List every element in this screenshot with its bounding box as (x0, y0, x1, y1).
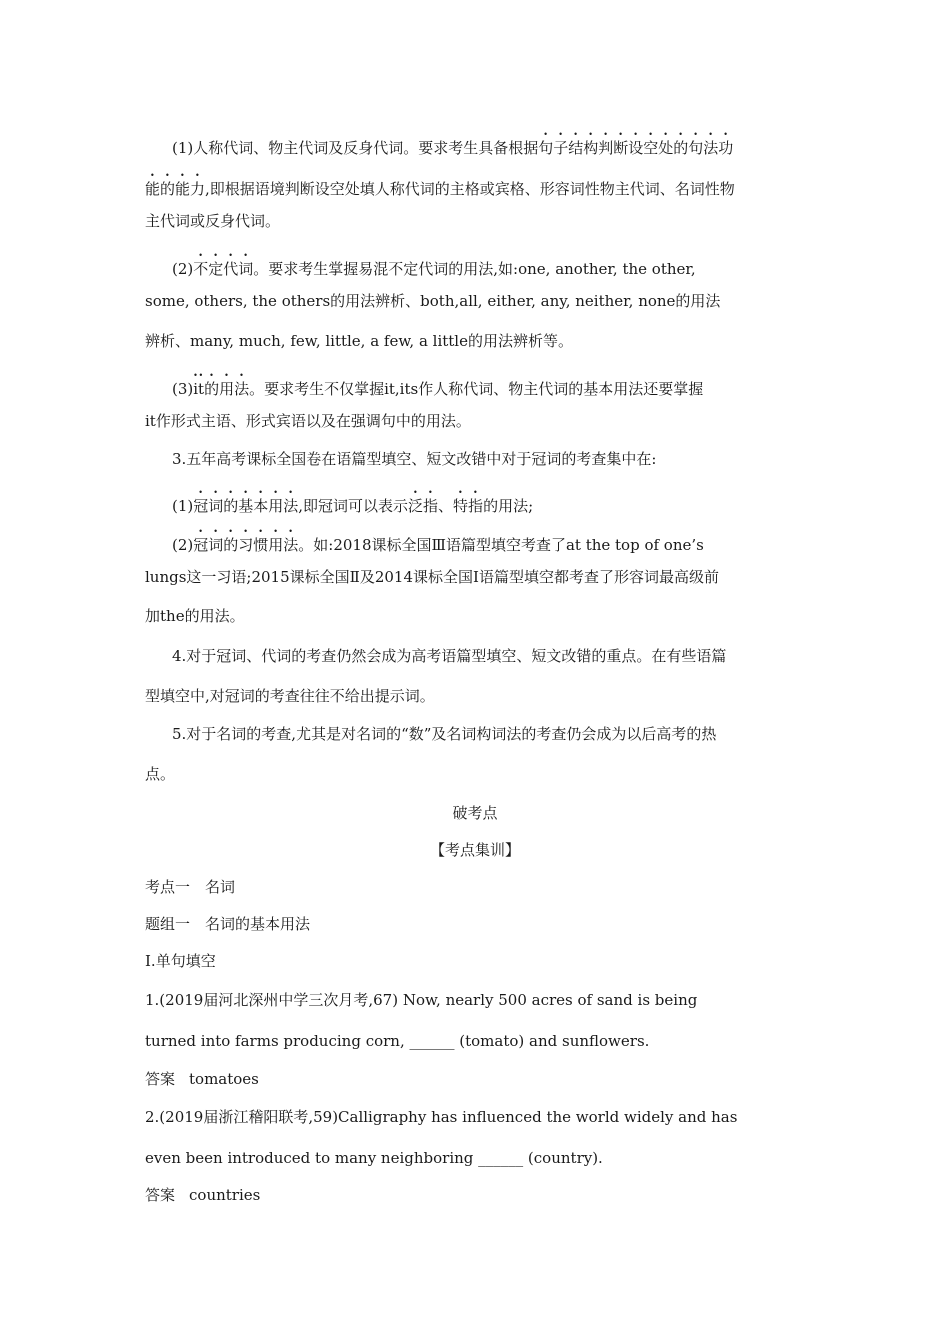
answer-text: tomatoes (189, 1070, 259, 1088)
point-heading: 考点一 名词 (145, 878, 236, 896)
paragraph-article-focus: 3.五年高考课标全国卷在语篇型填空、短文改错中对于冠词的考查集中在: (172, 450, 657, 468)
paragraph-indefinite-pronouns-line2: some, others, the others的用法辨析、both,all, either, any, neither, none的用法 (145, 292, 721, 310)
text: (1) (172, 497, 194, 515)
text: (3) (172, 380, 194, 398)
text: 。如:2018课标全国Ⅲ语篇型填空考查了at the top of one’s (298, 536, 704, 554)
emphasis-text: 冠词的基本用法 (193, 497, 299, 515)
paragraph-it-usage-line1 (172, 371, 810, 399)
paragraph-exam-focus-line2: 型填空中,对冠词的考查往往不给出提示词。 (145, 687, 435, 705)
part-heading: Ⅰ.单句填空 (145, 952, 216, 970)
text: (2) (172, 536, 194, 554)
paragraph-personal-pronouns-line3: 主代词或反身代词。 (145, 212, 281, 230)
text: (1)人称代词、物主代词及反身代词。要求考生具备根据 (172, 139, 539, 157)
text: 的用法; (483, 497, 534, 515)
emphasis-text: 冠词的习惯用法 (193, 536, 299, 554)
paragraph-indefinite-pronouns-line3: 辨析、many, much, few, little, a few, a little的用法辨析等。 (145, 332, 573, 350)
emphasis-text: it的用法 (193, 380, 250, 398)
emphasis-text: 句子结构判断设空处的句法功 (538, 139, 734, 157)
question-2-answer (145, 1185, 810, 1205)
paragraph-personal-pronouns-line1 (172, 130, 810, 158)
paragraph-article-idiom-line3: 加the的用法。 (145, 607, 245, 625)
answer-text: countries (189, 1186, 261, 1204)
paragraph-article-idiom-line1 (172, 527, 810, 555)
paragraph-it-usage-line2: it作形式主语、形式宾语以及在强调句中的用法。 (145, 412, 471, 430)
paragraph-indefinite-pronouns-line1 (172, 251, 810, 279)
text: 。要求考生不仅掌握it,its作人称代词、物主代词的基本用法还要掌握 (249, 380, 704, 398)
emphasis-text: 不定代词 (193, 260, 254, 278)
question-1-answer (145, 1069, 810, 1089)
group-heading: 题组一 名词的基本用法 (145, 915, 311, 933)
text: ,即冠词可以表示 (298, 497, 409, 515)
answer-label: 答案 (145, 1186, 176, 1204)
section-title: 破考点 (452, 804, 498, 822)
question-2-line2: even been introduced to many neighboring ______ (country). (145, 1149, 603, 1167)
answer-label: 答案 (145, 1070, 176, 1088)
text: ,即根据语境判断设空处填人称代词的主格或宾格、形容词性物主代词、名词性物 (205, 180, 735, 198)
section-subtitle: 【考点集训】 (429, 841, 520, 859)
paragraph-noun-focus-line1: 5.对于名词的考查,尤其是对名词的“数”及名词构词法的考查仍会成为以后高考的热 (172, 725, 717, 743)
emphasis-text: 能的能力 (145, 180, 206, 198)
paragraph-noun-focus-line2: 点。 (145, 765, 176, 783)
text: (2) (172, 260, 194, 278)
emphasis-text: 泛指、特指 (408, 497, 484, 515)
paragraph-exam-focus-line1: 4.对于冠词、代词的考查仍然会成为高考语篇型填空、短文改错的重点。在有些语篇 (172, 647, 727, 665)
paragraph-article-idiom-line2: lungs这一习语;2015课标全国Ⅱ及2014课标全国Ⅰ语篇型填空都考查了形容词最高级前 (145, 568, 719, 586)
paragraph-personal-pronouns-line2 (145, 171, 810, 199)
text: 。要求考生掌握易混不定代词的用法,如:one, another, the other, (253, 260, 696, 278)
question-1-line1: 1.(2019届河北深州中学三次月考,67) Now, nearly 500 acres of sand is being (145, 991, 698, 1009)
paragraph-article-basic (172, 488, 810, 516)
question-2-line1: 2.(2019届浙江稽阳联考,59)Calligraphy has influenced the world widely and has (145, 1108, 738, 1126)
question-1-line2: turned into farms producing corn, ______ (tomato) and sunflowers. (145, 1032, 650, 1050)
